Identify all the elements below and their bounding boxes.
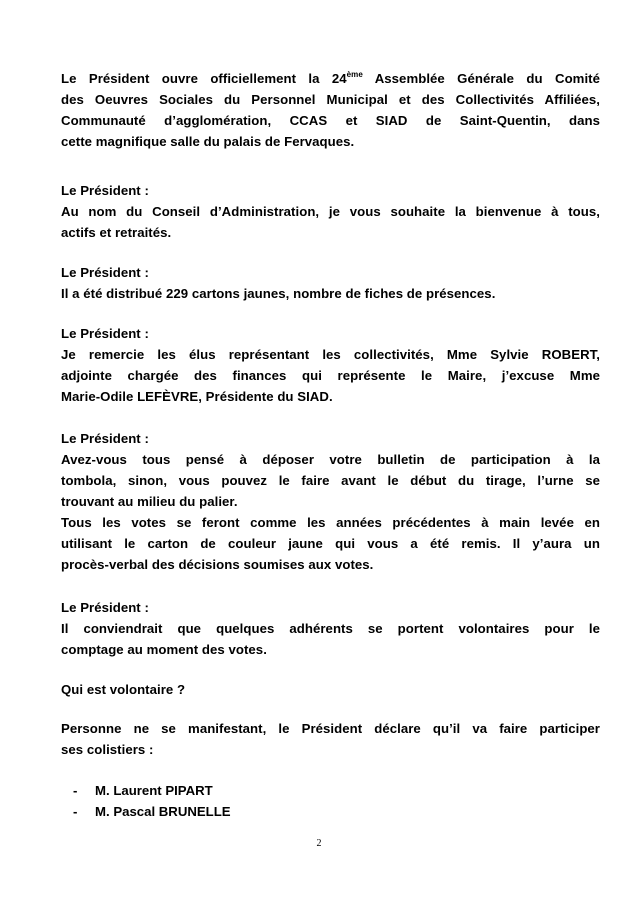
text-line: Tous les votes se feront comme les années précédentes à main levée en [61, 515, 600, 530]
opening-paragraph [61, 68, 600, 152]
page-number: 2 [316, 838, 322, 849]
text-line: actifs et retraités. [61, 225, 172, 240]
speaker-label: Le Président : [61, 265, 149, 280]
list-dash: - [73, 804, 78, 819]
text-line: Communauté d’agglomération, CCAS et SIAD de Saint-Quentin, dans [61, 113, 600, 128]
text-line: cette magnifique salle du palais de Fervaques. [61, 134, 355, 149]
welcome-paragraph [61, 180, 600, 243]
text-line: procès-verbal des décisions soumises aux votes. [61, 557, 374, 572]
list-item-text: M. Pascal BRUNELLE [95, 804, 231, 819]
list-dash: - [73, 783, 78, 798]
question-paragraph [61, 679, 600, 700]
text-line: Au nom du Conseil d’Administration, je vous souhaite la bienvenue à tous, [61, 204, 600, 219]
speaker-label: Le Président : [61, 431, 149, 446]
text-line: Il conviendrait que quelques adhérents se portent volontaires pour le [61, 621, 600, 636]
text-segment: Le Président ouvre officiellement la 24 [61, 71, 347, 86]
text-line: Qui est volontaire ? [61, 682, 186, 697]
text-line: adjointe chargée des finances qui représente le Maire, j’excuse Mme [61, 368, 600, 383]
list-item-text: M. Laurent PIPART [95, 783, 213, 798]
list-item [61, 801, 600, 822]
list-item [61, 780, 600, 801]
text-line: comptage au moment des votes. [61, 642, 267, 657]
text-line: ses colistiers : [61, 742, 154, 757]
volunteers-paragraph [61, 597, 600, 660]
ordinal-suffix: ème [346, 70, 363, 79]
text-line: Avez-vous tous pensé à déposer votre bulletin de participation à la [61, 452, 600, 467]
speaker-label: Le Président : [61, 326, 149, 341]
colistiers-paragraph [61, 718, 600, 760]
distribution-paragraph [61, 262, 600, 304]
speaker-label: Le Président : [61, 600, 149, 615]
text-line [61, 68, 600, 89]
text-line: des Oeuvres Sociales du Personnel Municipal et des Collectivités Affiliées, [61, 92, 600, 107]
text-line: Personne ne se manifestant, le Président déclare qu’il va faire participer [61, 721, 600, 736]
text-line: Je remercie les élus représentant les collectivités, Mme Sylvie ROBERT, [61, 347, 600, 362]
colistiers-list [61, 780, 600, 822]
text-line: tombola, sinon, vous pouvez le faire avant le début du tirage, l’urne se [61, 473, 600, 488]
speaker-label: Le Président : [61, 183, 149, 198]
text-line: Il a été distribué 229 cartons jaunes, nombre de fiches de présences. [61, 286, 496, 301]
tombola-vote-paragraph [61, 428, 600, 575]
text-line: trouvant au milieu du palier. [61, 494, 238, 509]
text-line: utilisant le carton de couleur jaune qui vous a été remis. Il y’aura un [61, 536, 600, 551]
text-segment: Assemblée Générale du Comité [362, 71, 600, 86]
text-line: Marie-Odile LEFÈVRE, Présidente du SIAD. [61, 389, 333, 404]
thanks-paragraph [61, 323, 600, 407]
